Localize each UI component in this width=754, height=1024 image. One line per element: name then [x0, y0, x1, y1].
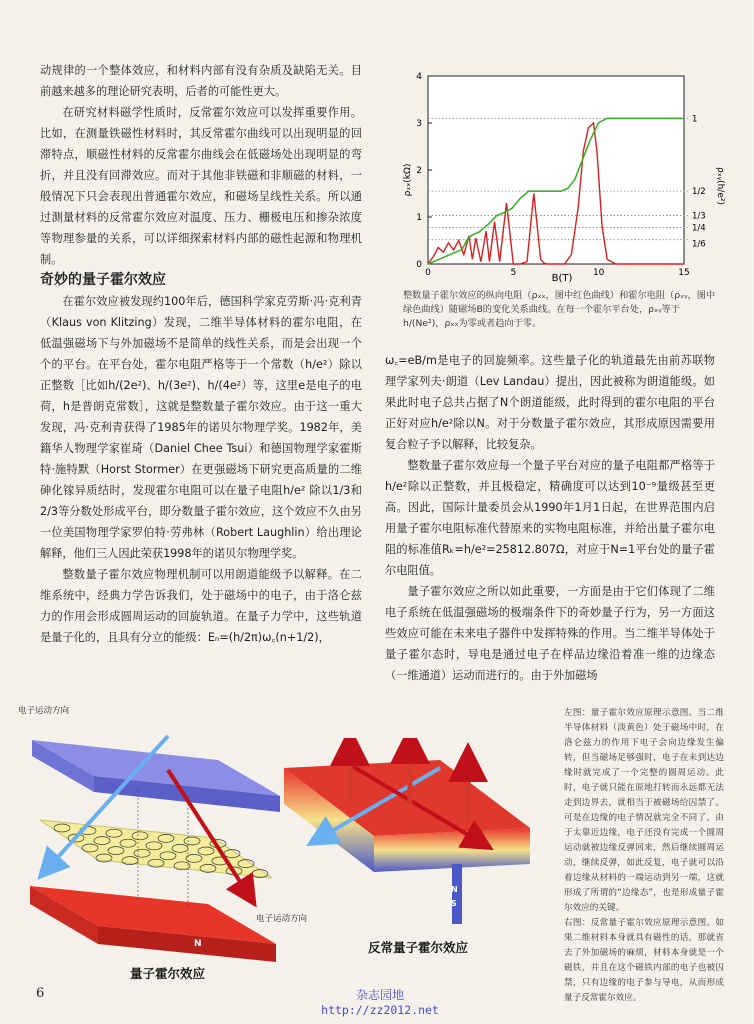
paragraph: 量子霍尔效应之所以如此重要，一方面是由于它们体现了二维电子系统在低温强磁场的极端条件下的奇妙量子行为，另一方面这些效应可能在未来电子器件中发挥特殊的作用。当二维半导体处于量子霍尔态时，导电是通过电子在样品边缘沿着准一维的边缘态（一维通道）运动而进行的。由于外加磁场 — [385, 585, 715, 682]
paragraph: 在研究材料磁学性质时，反常霍尔效应可以发挥重要作用。比如，在测量铁磁性材料时，其反常霍尔曲线可以出现明显的回滞特点，顺磁性材料的反常霍尔曲线会在低磁场处出现明显的弯折，并且没有回滞效应。而对于其他非铁磁和非顺磁的材料，一般情况下只会表现出普通霍尔效应，和磁场呈线性关系。所以通过测量材料的反常霍尔效应对温度、压力、栅极电压和掺杂浓度等物理参量的关系，可以详细探索材料内部的磁性起源和物理机制。 — [40, 106, 362, 266]
anomalous-hall-figure — [280, 738, 538, 953]
page-number: 6 — [36, 986, 45, 1001]
quantum-hall-graph — [400, 68, 730, 286]
caption-paragraph: 右图：反常量子霍尔效应原理示意图。如果二维材料本身就具有磁性的话，那就省去了外加磁场的麻烦，材料本身就是一个磁铁，并且在这个磁铁内部的电子也被囚禁，只有边缘的电子参与导电，从而形成量子反常霍尔效应。 — [564, 918, 724, 1003]
paragraph: 整数量子霍尔效应物理机制可以用朗道能级予以解释。在二维系统中，经典力学告诉我们，处于磁场中的电子，由于洛仑兹力的作用会形成圆周运动的回旋轨道。在量子力学中，这些轨道是量子化的，且具有分立的能级：Eₙ=(h/2π)ω꜀(n+1/2)， — [40, 568, 362, 644]
y-tick-label: 0 — [416, 260, 422, 270]
magnet-n-label: N — [451, 885, 458, 894]
right-text-column — [385, 350, 715, 686]
quantum-hall-figure — [18, 700, 308, 985]
electron-direction-label: 电子运动方向 — [256, 914, 308, 924]
x-tick-label: 15 — [678, 268, 690, 278]
paragraph: 整数量子霍尔效应每一个量子平台对应的量子电阻都严格等于h/e²除以正整数，并且极稳定，精确度可以达到10⁻⁹量级甚至更高。因此，国际计量委员会从1990年1月1日起，在世界范围内启用量子霍尔电阻标准代替原来的实物电阻标准，并给出量子霍尔电阻的标准值Rₖ=h/e²=25812.807Ω，对应于N=1平台处的量子霍尔电阻值。 — [385, 459, 715, 577]
watermark-url[interactable]: http://zz2012.net — [321, 1003, 439, 1017]
right-tick-label: 1/3 — [692, 211, 706, 222]
magnet-bar — [452, 864, 462, 924]
watermark-title: 杂志园地 — [355, 988, 404, 1002]
y-tick-label: 4 — [416, 72, 422, 82]
x-axis-label: B(T) — [551, 273, 573, 284]
x-tick-label: 10 — [592, 268, 605, 278]
caption-paragraph: 左图：量子霍尔效应原理示意图。当二维半导体材料（淡黄色）处于磁场中时，在洛仑兹力的作用下电子会向边缘发生偏转，但当磁场足够强时，电子在未到达边缘时就完成了一个完整的圆周运动。此时，电子就只能在原地打转而永远都无法走到边界去，就相当于被磁场给囚禁了。可是在边缘的电子情况就完全不同了，由于太靠近边缘，电子还没有完成一个圆周运动就被边缘反弹回来，然后继续圆周运动，继续反弹，如此反复，电子就可以沿着边缘从材料的一端运动到另一端，这就形成了所谓的“边缘态”，也是形成量子霍尔效应的关键。 — [564, 708, 724, 913]
semiconductor-layer — [40, 820, 272, 878]
paragraph: ω꜀=eB/m是电子的回旋频率。这些量子化的轨道最先由前苏联物理学家列夫·朗道（Lev Landau）提出，因此被称为朗道能级。如果此时电子总共占据了N个朗道能级，此时得到的霍尔电阻的平台正好对应h/e²除以N。对于分数量子霍尔效应，其形成原因需要用复合粒子予以解释，比较复杂。 — [385, 354, 715, 451]
x-tick-label: 0 — [425, 268, 431, 278]
plot-frame — [428, 76, 684, 264]
y-left-label: ρₓₓ(kΩ) — [403, 163, 413, 197]
watermark[interactable] — [300, 988, 460, 1018]
y-tick-label: 1 — [416, 213, 422, 223]
magnet-s-label: S — [451, 899, 457, 908]
figure-caption — [564, 706, 724, 1006]
right-tick-label: 1/6 — [692, 239, 706, 250]
section-title: 奇妙的量子霍尔效应 — [40, 272, 166, 288]
anomalous-hall-illustration — [280, 738, 538, 953]
x-tick-label: 5 — [510, 268, 517, 278]
electron-direction-label: 电子运动方向 — [18, 706, 70, 716]
y-right-label: ρₓᵧ(h/e²) — [715, 167, 725, 205]
right-tick-label: 1/4 — [692, 223, 706, 234]
quantum-hall-illustration — [18, 700, 290, 985]
y-tick-label: 2 — [416, 166, 422, 176]
graph-caption: 整数量子霍尔效应的纵向电阻（ρₓₓ，图中红色曲线）和霍尔电阻（ρₓᵧ，图中绿色曲线）随磁场B的变化关系曲线。在每一个霍尔平台处，ρₓᵧ等于 h/(Ne²)，ρₓₓ为零或者趋向于零。 — [403, 290, 716, 329]
figure-title: 反常量子霍尔效应 — [368, 940, 469, 955]
left-text-column — [40, 60, 362, 648]
magnet-n-label: N — [194, 939, 202, 949]
right-tick-label: 1 — [692, 114, 698, 125]
magnet-s-label: S — [194, 827, 201, 837]
paragraph: 动规律的一个整体效应，和材料内部有没有杂质及缺陷无关。目前越来越多的理论研究表明，后者的可能性更大。 — [40, 64, 362, 98]
right-tick-label: 1/2 — [692, 187, 706, 198]
figure-title: 量子霍尔效应 — [130, 966, 206, 981]
paragraph: 在霍尔效应被发现约100年后，德国科学家克劳斯·冯·克利青（Klaus von Klitzing）发现，二维半导体材料的霍尔电阻，在低温强磁场下与外加磁场不是简单的线性关系，而是会出现一个个的平台。在平台处，霍尔电阻严格等于一个常数（h/e²）除以正整数［比如h/(2e²)、h/(3e²)、h/(4e²）等，这里e是电子的电荷，h是普朗克常数］，这就是整数量子霍尔效应。由于这一重大发现，冯·克利青获得了1985年的诺贝尔物理学奖。1982年，美籍华人物理学家崔琦（Daniel Chee Tsui）和德国物理学家霍斯特·施特默（Horst Stormer）在更强磁场下研究更高质量的二维砷化镓异质结时，发现霍尔电阻可以在量子电阻h/e² 除以1/3和2/3等分数处形成平台，即分数量子霍尔效应，这个效应不久由另一位美国物理学家罗伯特·劳弗林（Robert Laughlin）给出理论解释，他们三人因此荣获1998年的诺贝尔物理学奖。 — [40, 295, 362, 560]
y-tick-label: 3 — [416, 119, 422, 129]
